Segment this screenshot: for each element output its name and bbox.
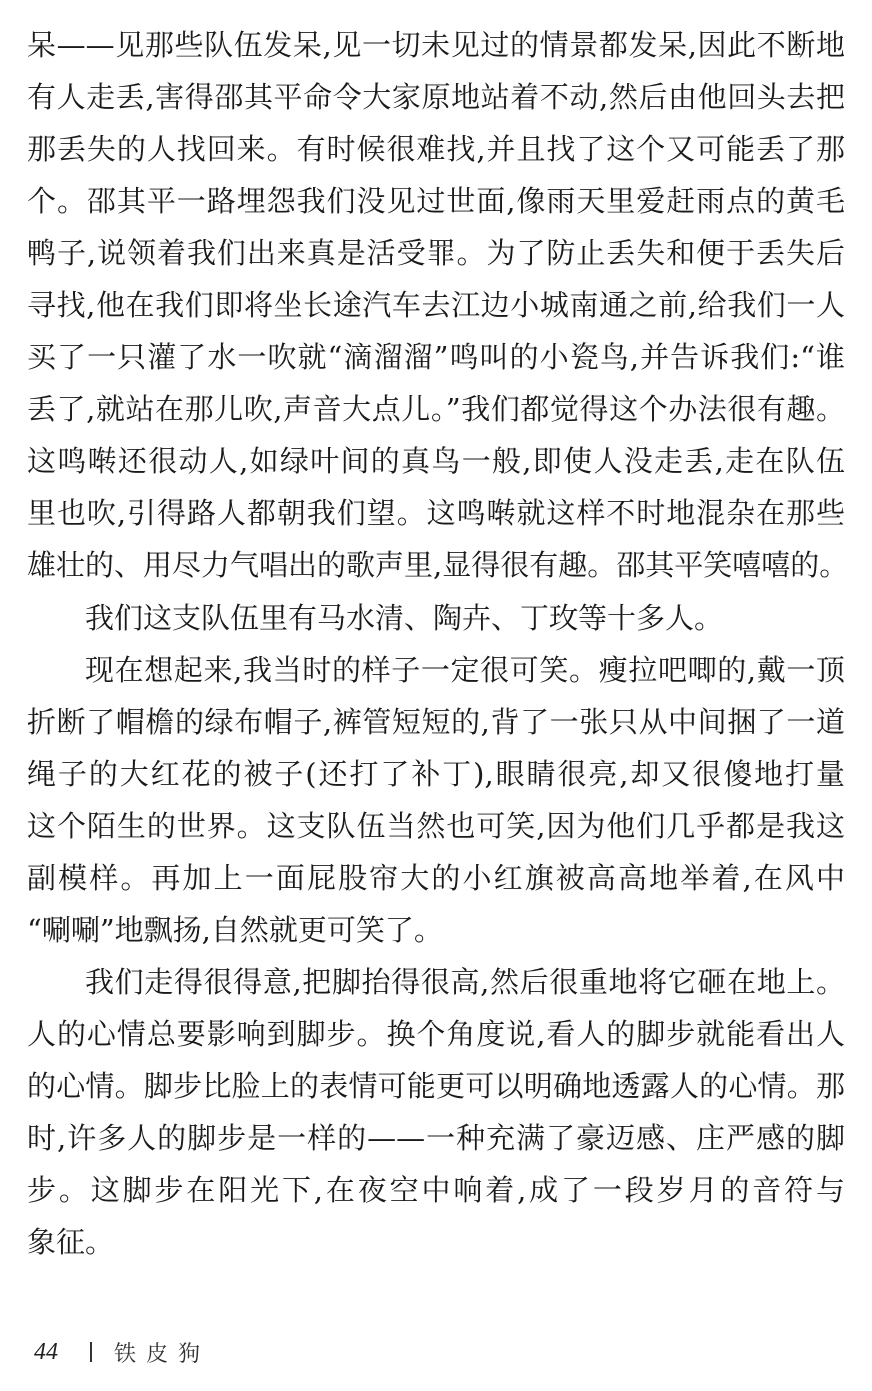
text-line: 我们走得很得意,把脚抬得很高,然后很重地将它砸在地上。 — [85, 964, 845, 999]
text-line: 时,许多人的脚步是一样的——一种充满了豪迈感、庄严感的脚 — [27, 1120, 845, 1155]
page-number: 44 — [34, 1338, 58, 1365]
text-line: 这个陌生的世界。这支队伍当然也可笑,因为他们几乎都是我这 — [27, 808, 845, 843]
text-line: 步。这脚步在阳光下,在夜空中响着,成了一段岁月的音符与 — [27, 1173, 845, 1208]
book-title: 铁皮狗 — [114, 1341, 211, 1367]
text-line: 雄壮的、用尽力气唱出的歌声里,显得很有趣。邵其平笑嘻嘻的。 — [27, 548, 849, 583]
text-line: 买了一只灌了水一吹就“滴溜溜”鸣叫的小瓷鸟,并告诉我们:“谁 — [27, 340, 845, 375]
text-line: 象征。 — [27, 1225, 115, 1260]
text-line: 那丢失的人找回来。有时候很难找,并且找了这个又可能丢了那 — [27, 132, 845, 167]
paragraph — [27, 956, 845, 1268]
footer-divider — [90, 1342, 92, 1362]
text-line: 有人走丢,害得邵其平命令大家原地站着不动,然后由他回头去把 — [27, 80, 845, 115]
text-line: 我们这支队伍里有马水清、陶卉、丁玫等十多人。 — [85, 600, 724, 635]
paragraph — [27, 592, 845, 644]
paragraph — [27, 644, 845, 956]
text-line: 里也吹,引得路人都朝我们望。这鸣啭就这样不时地混杂在那些 — [27, 496, 845, 531]
text-line: 寻找,他在我们即将坐长途汽车去江边小城南通之前,给我们一人 — [27, 288, 845, 323]
text-line: 呆——见那些队伍发呆,见一切未见过的情景都发呆,因此不断地 — [27, 28, 845, 62]
page-footer — [34, 1334, 210, 1370]
text-line: 丢了,就站在那儿吹,声音大点儿。”我们都觉得这个办法很有趣。 — [27, 392, 845, 427]
text-line: 现在想起来,我当时的样子一定很可笑。瘦拉吧唧的,戴一顶 — [85, 652, 845, 687]
text-line: 这鸣啭还很动人,如绿叶间的真鸟一般,即使人没走丢,走在队伍 — [27, 444, 845, 479]
text-line: 副模样。再加上一面屁股帘大的小红旗被高高地举着,在风中 — [27, 860, 845, 895]
text-line: 人的心情总要影响到脚步。换个角度说,看人的脚步就能看出人 — [27, 1016, 845, 1051]
paragraph — [27, 19, 849, 592]
text-line: 个。邵其平一路埋怨我们没见过世面,像雨天里爱赶雨点的黄毛 — [27, 184, 845, 219]
text-line: 绳子的大红花的被子(还打了补丁),眼睛很亮,却又很傻地打量 — [27, 756, 845, 791]
body-text — [27, 19, 849, 1268]
text-line: 折断了帽檐的绿布帽子,裤管短短的,背了一张只从中间捆了一道 — [27, 704, 845, 739]
text-line: “唰唰”地飘扬,自然就更可笑了。 — [27, 912, 443, 947]
text-line: 的心情。脚步比脸上的表情可能更可以明确地透露人的心情。那 — [27, 1068, 845, 1103]
text-line: 鸭子,说领着我们出来真是活受罪。为了防止丢失和便于丢失后 — [27, 236, 845, 271]
